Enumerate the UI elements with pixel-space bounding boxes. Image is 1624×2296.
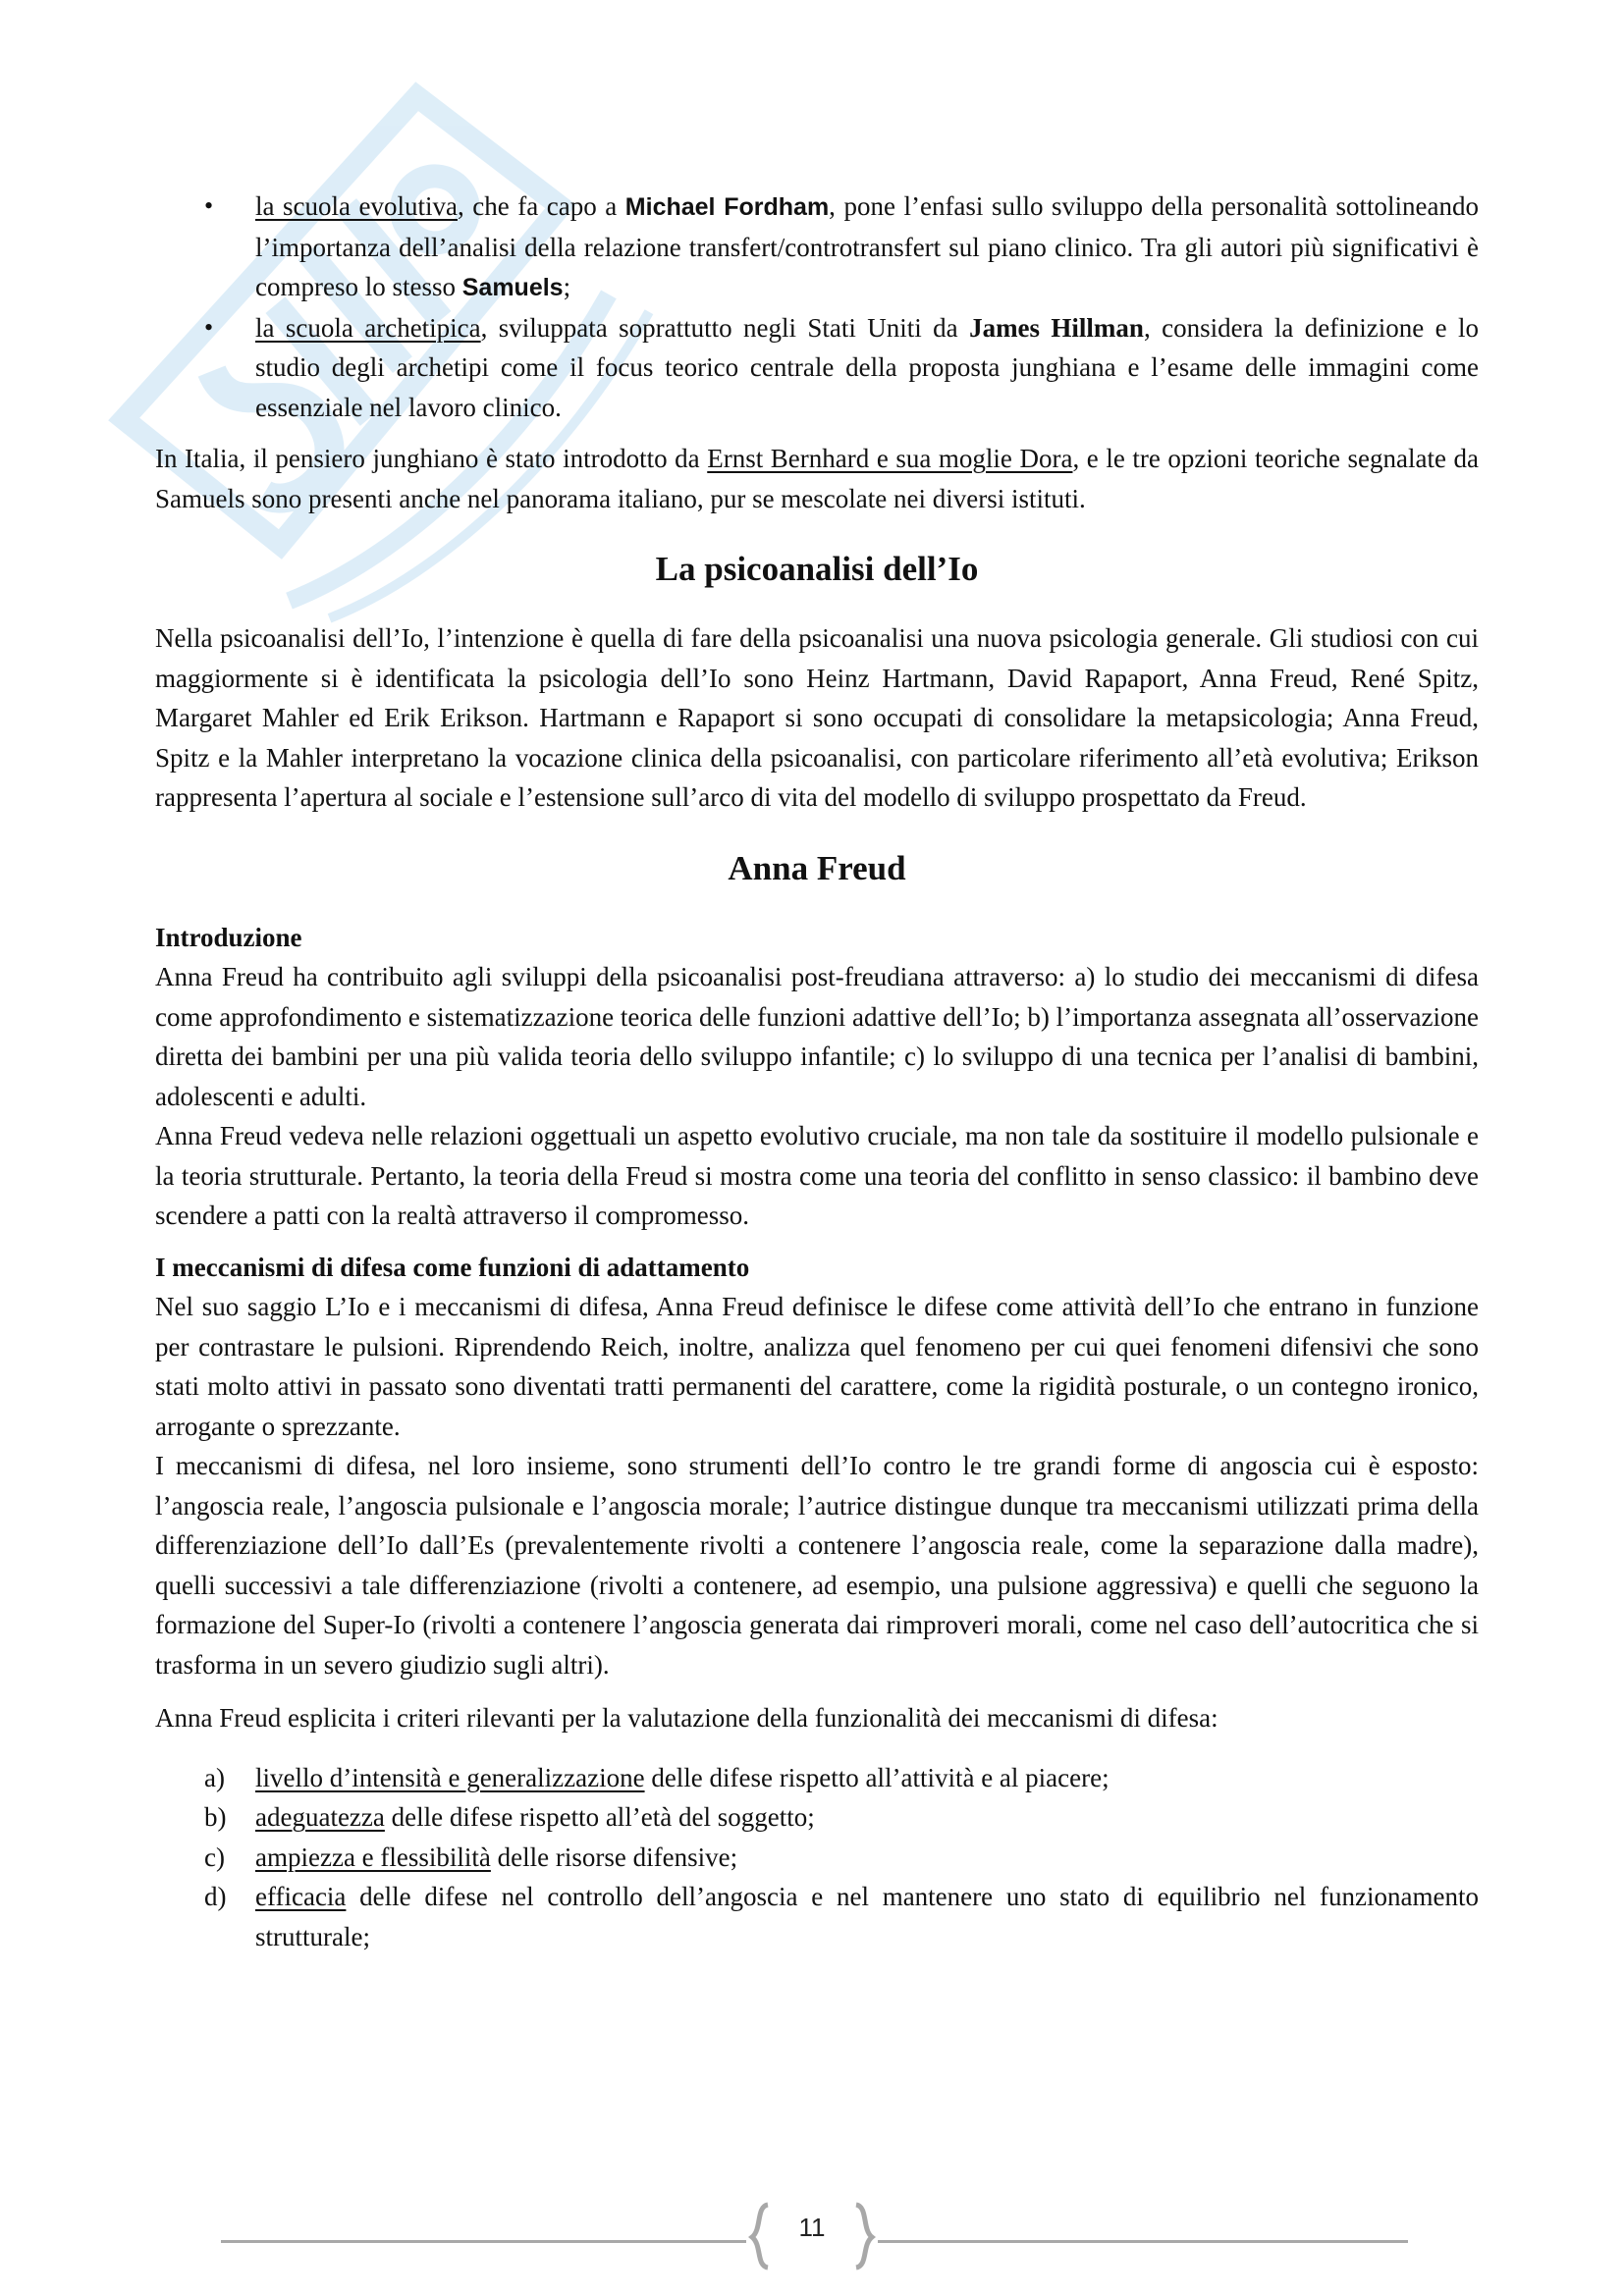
left-brace-icon	[748, 2202, 772, 2270]
jung-schools-list	[155, 187, 1479, 427]
footer-rule-right	[878, 2240, 1408, 2243]
difesa-paragraph-1: Nel suo saggio L’Io e i meccanismi di difesa, Anna Freud definisce le difese come attività dell’Io che entrano in funzione per contrastare le pulsioni. Riprendendo Reich, inoltre, analizza quel fenomeno per cui quei fenomeni difensivi che sono stati molto attivi in passato sono diventati tratti permanenti del carattere, come la rigidità posturale, o un contegno ironico, arrogante o sprezzante.	[155, 1292, 1479, 1441]
psicoanalisi-io-paragraph: Nella psicoanalisi dell’Io, l’intenzione è quella di fare della psicoanalisi una nuova psicologia generale. Gli studiosi con cui maggiormente si è identificata la psicologia dell’Io sono Heinz Hartmann, David Rapaport, Anna Freud, René Spitz, Margaret Mahler ed Erik Erikson. Hartmann e Rapaport si sono occupati di consolidare la metapsicologia; Anna Freud, Spitz e la Mahler interpretano la vocazione clinica della psicoanalisi, con particolare riferimento all’età evolutiva; Erikson rappresenta l’apertura al sociale e l’estensione sull’arco di vita del modello di sviluppo prospettato da Freud.	[155, 623, 1479, 812]
list-item: • la scuola evolutiva, che fa capo a Michael Fordham, pone l’enfasi sullo sviluppo della personalità sottolineando l’importanza dell’analisi della relazione transfert/controtransfert sul piano clinico. Tra gli autori più significativi è compreso lo stesso Samuels;	[155, 187, 1479, 308]
bernhard-link: Ernst Bernhard e sua moglie Dora	[707, 444, 1073, 473]
page-number: 11	[798, 2213, 826, 2242]
section-title-psicoanalisi-io: La psicoanalisi dell’Io	[655, 550, 979, 588]
subheading-meccanismi-difesa: I meccanismi di difesa come funzioni di adattamento	[155, 1252, 750, 1282]
list-item: c) ampiezza e flessibilità delle risorse difensive;	[204, 1842, 738, 1872]
italia-paragraph: In Italia, il pensiero junghiano è stato introdotto da Ernst Bernhard e sua moglie Dora, e le tre opzioni teoriche segnalate da Samuels sono presenti anche nel panorama italiano, pur se mescolate nei diversi istituti.	[155, 444, 1480, 513]
criterion-link: adeguatezza	[255, 1802, 385, 1832]
intro-paragraph-2: Anna Freud vedeva nelle relazioni oggettuali un aspetto evolutivo cruciale, ma non tale da sostituire il modello pulsionale e la teoria strutturale. Pertanto, la teoria della Freud si mostra come una teoria del conflitto in senso classico: il bambino deve scendere a patti con la realtà attraverso il compromesso.	[155, 1121, 1479, 1230]
list-item: • la scuola archetipica, sviluppata soprattutto negli Stati Uniti da James Hillman, considera la definizione e lo studio degli archetipi come il focus teorico centrale della proposta junghiana e l’esame delle immagini come essenziale nel lavoro clinico.	[155, 308, 1479, 428]
footer-rule-left	[221, 2240, 746, 2243]
criterion-link: ampiezza e flessibilità	[255, 1842, 491, 1872]
intro-paragraph-1: Anna Freud ha contribuito agli sviluppi della psicoanalisi post-freudiana attraverso: a) lo studio dei meccanismi di difesa come approfondimento e sistematizzazione teorica delle funzioni adattive dell’Io; b) l’importanza assegnata all’osservazione diretta dei bambini per una più valida teoria dello sviluppo infantile; c) lo sviluppo di una tecnica per l’analisi di bambini, adolescenti e adulti.	[155, 962, 1479, 1111]
school-evolutiva-link: la scuola evolutiva	[255, 191, 458, 221]
subheading-introduzione: Introduzione	[155, 922, 302, 952]
author-name: James Hillman	[969, 312, 1144, 343]
document-page	[155, 187, 1479, 1956]
criteria-intro: Anna Freud esplicita i criteri rilevanti per la valutazione della funzionalità dei meccanismi di difesa:	[155, 1703, 1218, 1733]
section-title-anna-freud: Anna Freud	[728, 848, 906, 887]
list-item: b) adeguatezza delle difese rispetto all’età del soggetto;	[204, 1802, 815, 1832]
criteria-list	[155, 1758, 1479, 1957]
author-name: Samuels	[461, 274, 564, 301]
criterion-link: efficacia	[255, 1882, 347, 1911]
school-archetipica-link: la scuola archetipica	[255, 312, 481, 343]
page-footer	[0, 2197, 1624, 2266]
list-item: a) livello d’intensità e generalizzazione delle difese rispetto all’attività e al piacere;	[204, 1762, 1110, 1792]
criterion-link: livello d’intensità e generalizzazione	[255, 1762, 645, 1792]
list-item: d) efficacia delle difese nel controllo dell’angoscia e nel mantenere uno stato di equilibrio nel funzionamento strutturale;	[204, 1882, 1479, 1951]
author-name: Michael Fordham	[624, 193, 830, 221]
right-brace-icon	[852, 2202, 876, 2270]
difesa-paragraph-2: I meccanismi di difesa, nel loro insieme, sono strumenti dell’Io contro le tre grandi forme di angoscia cui è esposto: l’angoscia reale, l’angoscia pulsionale e l’angoscia morale; l’autrice distingue dunque tra meccanismi utilizzati prima della differenziazione dell’Io dall’Es (prevalentemente rivolti a contenere l’angoscia reale, come la separazione dalla madre), quelli successivi a tale differenziazione (rivolti a contenere, ad esempio, una pulsione aggressiva) e quelli che seguono la formazione del Super-Io (rivolti a contenere l’angoscia generata dai rimproveri morali, come nel caso dell’autocritica che si trasforma in un severo giudizio sugli altri).	[155, 1451, 1479, 1680]
